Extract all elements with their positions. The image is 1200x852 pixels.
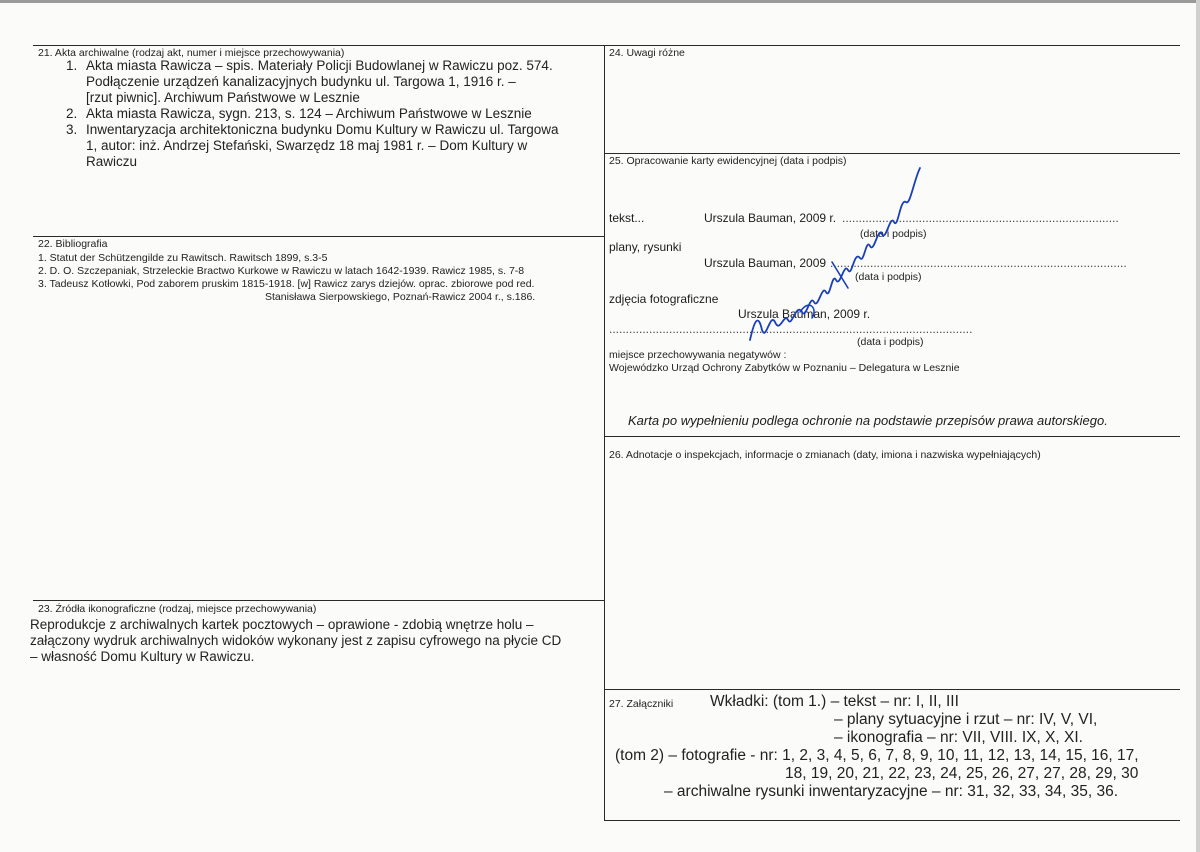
list-item-cont: Podłączenie urządzeń kanalizacyjnych budynku ul. Targowa 1, 1916 r. – xyxy=(86,74,516,89)
list-item: 2. Akta miasta Rawicza, sygn. 213, s. 124 – Archiwum Państwowe w Lesznie xyxy=(66,106,532,121)
list-item: 1. Akta miasta Rawicza – spis. Materiały Policji Budowlanej w Rawiczu poz. 574. xyxy=(66,58,553,73)
attachments-line-4: (tom 2) – fotografie - nr: 1, 2, 3, 4, 5, 6, 7, 8, 9, 10, 11, 12, 13, 14, 15, 16, 17, xyxy=(615,747,1139,764)
bibliography-item-1: 1. Statut der Schützengilde zu Rawitsch. Rawitsch 1899, s.3-5 xyxy=(38,252,328,264)
center-divider xyxy=(604,45,605,820)
negatives-location: Wojewódzko Urząd Ochrony Zabytków w Poznaniu – Delegatura w Lesznie xyxy=(609,362,960,374)
attachments-line-5: 18, 19, 20, 21, 22, 23, 24, 25, 26, 27, 27, 28, 29, 30 xyxy=(785,765,1139,782)
iconography-line-2: załączony wydruk archiwalnych widoków wykonany jest z zapisu cyfrowego na płycie CD xyxy=(30,633,562,648)
attachments-line-3: – ikonografia – nr: VII, VIII. IX, X, XI. xyxy=(834,729,1083,746)
section-24-heading: 24. Uwagi różne xyxy=(609,47,685,59)
rule-24-25 xyxy=(604,153,1180,154)
copyright-notice: Karta po wypełnieniu podlega ochronie na podstawie przepisów prawa autorskiego. xyxy=(628,413,1108,428)
photos-caption: (data i podpis) xyxy=(857,336,924,348)
archival-records-list xyxy=(38,58,558,170)
section-23-heading: 23. Źródła ikonograficzne (rodzaj, miejsce przechowywania) xyxy=(38,603,317,615)
text-label: tekst... xyxy=(609,211,645,225)
scan-right-edge xyxy=(1196,0,1200,852)
rule-26-27 xyxy=(604,689,1180,690)
list-item-cont: 1, autor: inż. Andrzej Stefański, Swarzędz 18 maj 1981 r. – Dom Kultury w xyxy=(86,138,528,153)
item-number: 3. xyxy=(66,122,78,137)
text-author: Urszula Bauman, 2009 r. xyxy=(704,211,837,225)
scan-top-edge xyxy=(0,0,1200,3)
iconography-line-3: – własność Domu Kultury w Rawiczu. xyxy=(30,649,255,664)
iconography-line-1: Reprodukcje z archiwalnych kartek pocztowych – oprawione - zdobią wnętrze holu – xyxy=(30,617,534,632)
text-dots: ................................................................................... xyxy=(842,211,1119,225)
bottom-rule xyxy=(604,820,1180,821)
negatives-label: miejsce przechowywania negatywów : xyxy=(609,349,787,361)
photos-label: zdjęcia fotograficzne xyxy=(609,292,719,306)
photos-dots: ............................................................................................................. xyxy=(609,322,973,336)
list-item-cont: Rawiczu xyxy=(86,154,138,169)
bibliography-item-3: 3. Tadeusz Kotłowki, Pod zaborem pruskim 1815-1918. [w] Rawicz zarys dziejów. oprac. zbiorowe pod red. xyxy=(38,278,535,290)
section-26-heading: 26. Adnotacje o inspekcjach, informacje o zmianach (daty, imiona i nazwiska wypełniających) xyxy=(609,449,1041,461)
attachments-line-6: – archiwalne rysunki inwentaryzacyjne – nr: 31, 32, 33, 34, 35, 36. xyxy=(664,783,1119,800)
attachments-line-2: – plany sytuacyjne i rzut – nr: IV, V, VI, xyxy=(834,711,1098,728)
list-item-cont: [rzut piwnic]. Archiwum Państwowe w Lesznie xyxy=(86,90,360,105)
list-item: 3. Inwentaryzacja architektoniczna budynku Domu Kultury w Rawiczu ul. Targowa xyxy=(66,122,559,137)
top-rule xyxy=(33,45,1180,46)
rule-25-26 xyxy=(604,436,1180,437)
attachments-line-1: Wkładki: (tom 1.) – tekst – nr: I, II, III xyxy=(710,693,959,710)
rule-22-23 xyxy=(33,600,604,601)
section-25-heading: 25. Opracowanie karty ewidencyjnej (data i podpis) xyxy=(609,155,847,167)
section-22-heading: 22. Bibliografia xyxy=(38,238,108,250)
plans-caption: (data i podpis) xyxy=(855,271,922,283)
plans-label: plany, rysunki xyxy=(609,240,682,254)
item-number: 1. xyxy=(66,58,78,73)
item-number: 2. xyxy=(66,106,78,121)
photos-author: Urszula Bauman, 2009 r. xyxy=(738,307,871,321)
handwritten-signature xyxy=(740,162,930,352)
bibliography-item-2: 2. D. O. Szczepaniak, Strzeleckie Bractwo Kurkowe w Rawiczu w latach 1642-1939. Rawicz 1985, s. 7-8 xyxy=(38,265,525,277)
plans-author: Urszula Bauman, 2009 xyxy=(704,256,827,270)
section-21-heading: 21. Akta archiwalne (rodzaj akt, numer i miejsce przechowywania) xyxy=(38,47,345,59)
rule-21-22 xyxy=(33,236,604,237)
text-caption: (data i podpis) xyxy=(860,228,927,240)
section-27-heading: 27. Załączniki xyxy=(609,698,674,710)
bibliography-item-3-cont: Stanisława Sierpowskiego, Poznań-Rawicz 2004 r., s.186. xyxy=(265,291,536,303)
plans-dots: ......................................................................................... xyxy=(830,256,1127,270)
